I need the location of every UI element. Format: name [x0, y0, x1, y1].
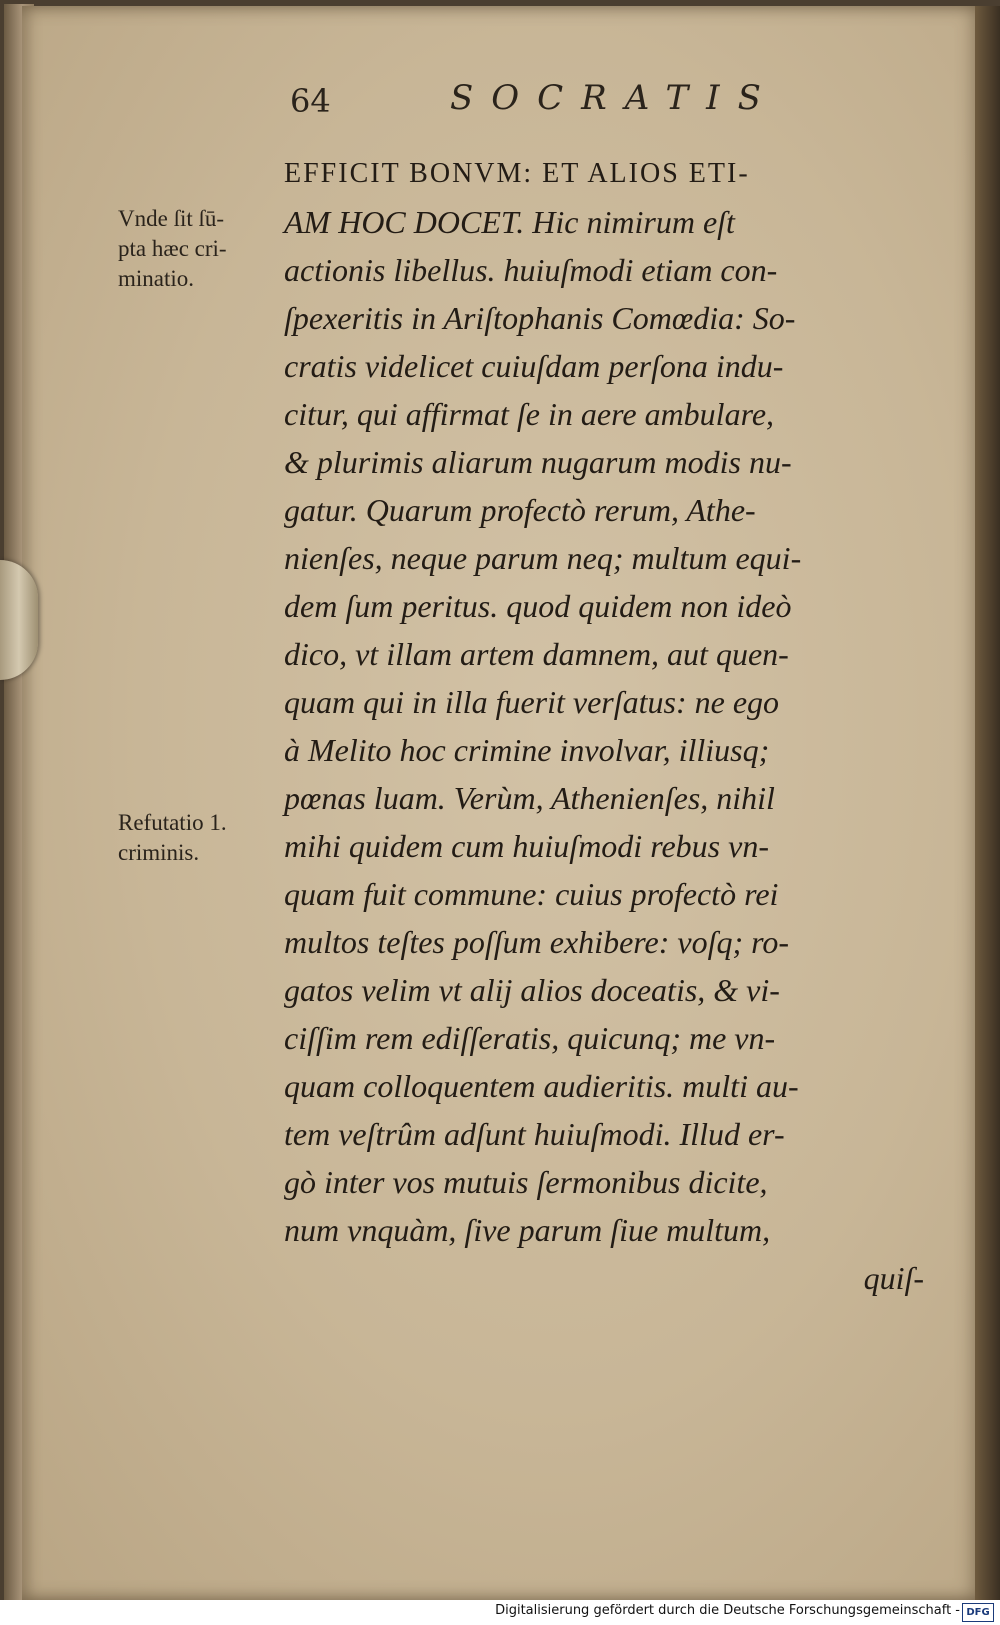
book-gutter-shadow [975, 6, 1000, 1600]
margin-note-line: criminis. [118, 840, 200, 865]
text-line: ſpexeritis in Ariſtophanis Comœdia: So- [284, 300, 796, 336]
catchword: quiſ- [863, 1260, 924, 1296]
text-line: quam qui in illa fuerit verſatus: ne ego [284, 684, 780, 720]
text-line: dem ſum peritus. quod quidem non ideò [284, 588, 792, 624]
funding-credit: Digitalisierung gefördert durch die Deutsche Forschungsgemeinschaft - [495, 1603, 960, 1618]
text-line: gatos velim vt alij alios doceatis, & vi- [284, 972, 780, 1008]
footer-bar [0, 1600, 1000, 1625]
text-line: actionis libellus. huiuſmodi etiam con- [284, 252, 778, 288]
text-line: cratis videlicet cuiuſdam perſona indu- [284, 348, 784, 384]
text-line: citur, qui affirmat ſe in aere ambulare, [284, 396, 775, 432]
page-number: 64 [290, 82, 331, 120]
margin-note-line: Refutatio 1. [118, 810, 227, 835]
text-line: mihi quidem cum huiuſmodi rebus vn- [284, 828, 769, 864]
text-line: AM HOC DOCET. Hic nimirum eſt [284, 204, 735, 240]
text-line: dico, vt illam artem damnem, aut quen- [284, 636, 789, 672]
text-line: gò inter vos mutuis ſermonibus dicite, [284, 1164, 768, 1200]
margin-note-line: minatio. [118, 266, 195, 291]
margin-note-1 [118, 204, 288, 294]
text-line: & plurimis aliarum nugarum modis nu- [284, 444, 792, 480]
text-line: ciſſim rem ediſſeratis, quicunq; me vn- [284, 1020, 776, 1056]
page-header [290, 78, 910, 128]
text-line: quam fuit commune: cuius profectò rei [284, 876, 779, 912]
margin-note-2 [118, 808, 288, 868]
page-clip [0, 560, 38, 680]
text-line: quam colloquentem audieritis. multi au- [284, 1068, 799, 1104]
text-line: gatur. Quarum profectò rerum, Athe- [284, 492, 756, 528]
text-line: multos teſtes poſſum exhibere: voſq; ro- [284, 924, 790, 960]
main-text-block [284, 150, 924, 1302]
dfg-logo-icon: DFG [962, 1603, 994, 1622]
text-line: nienſes, neque parum neq; multum equi- [284, 540, 802, 576]
margin-note-line: Vnde ſit ſū- [118, 206, 225, 231]
text-line: à Melito hoc crimine involvar, illiusq; [284, 732, 770, 768]
running-title: SOCRATIS [450, 78, 779, 118]
text-line: tem veſtrûm adſunt huiuſmodi. Illud er- [284, 1116, 785, 1152]
text-line: num vnquàm, ſive parum ſiue multum, [284, 1212, 771, 1248]
text-line: pœnas luam. Verùm, Athenienſes, nihil [284, 780, 775, 816]
margin-note-line: pta hæc cri- [118, 236, 227, 261]
text-line: EFFICIT BONVM: ET ALIOS ETI- [284, 158, 750, 189]
